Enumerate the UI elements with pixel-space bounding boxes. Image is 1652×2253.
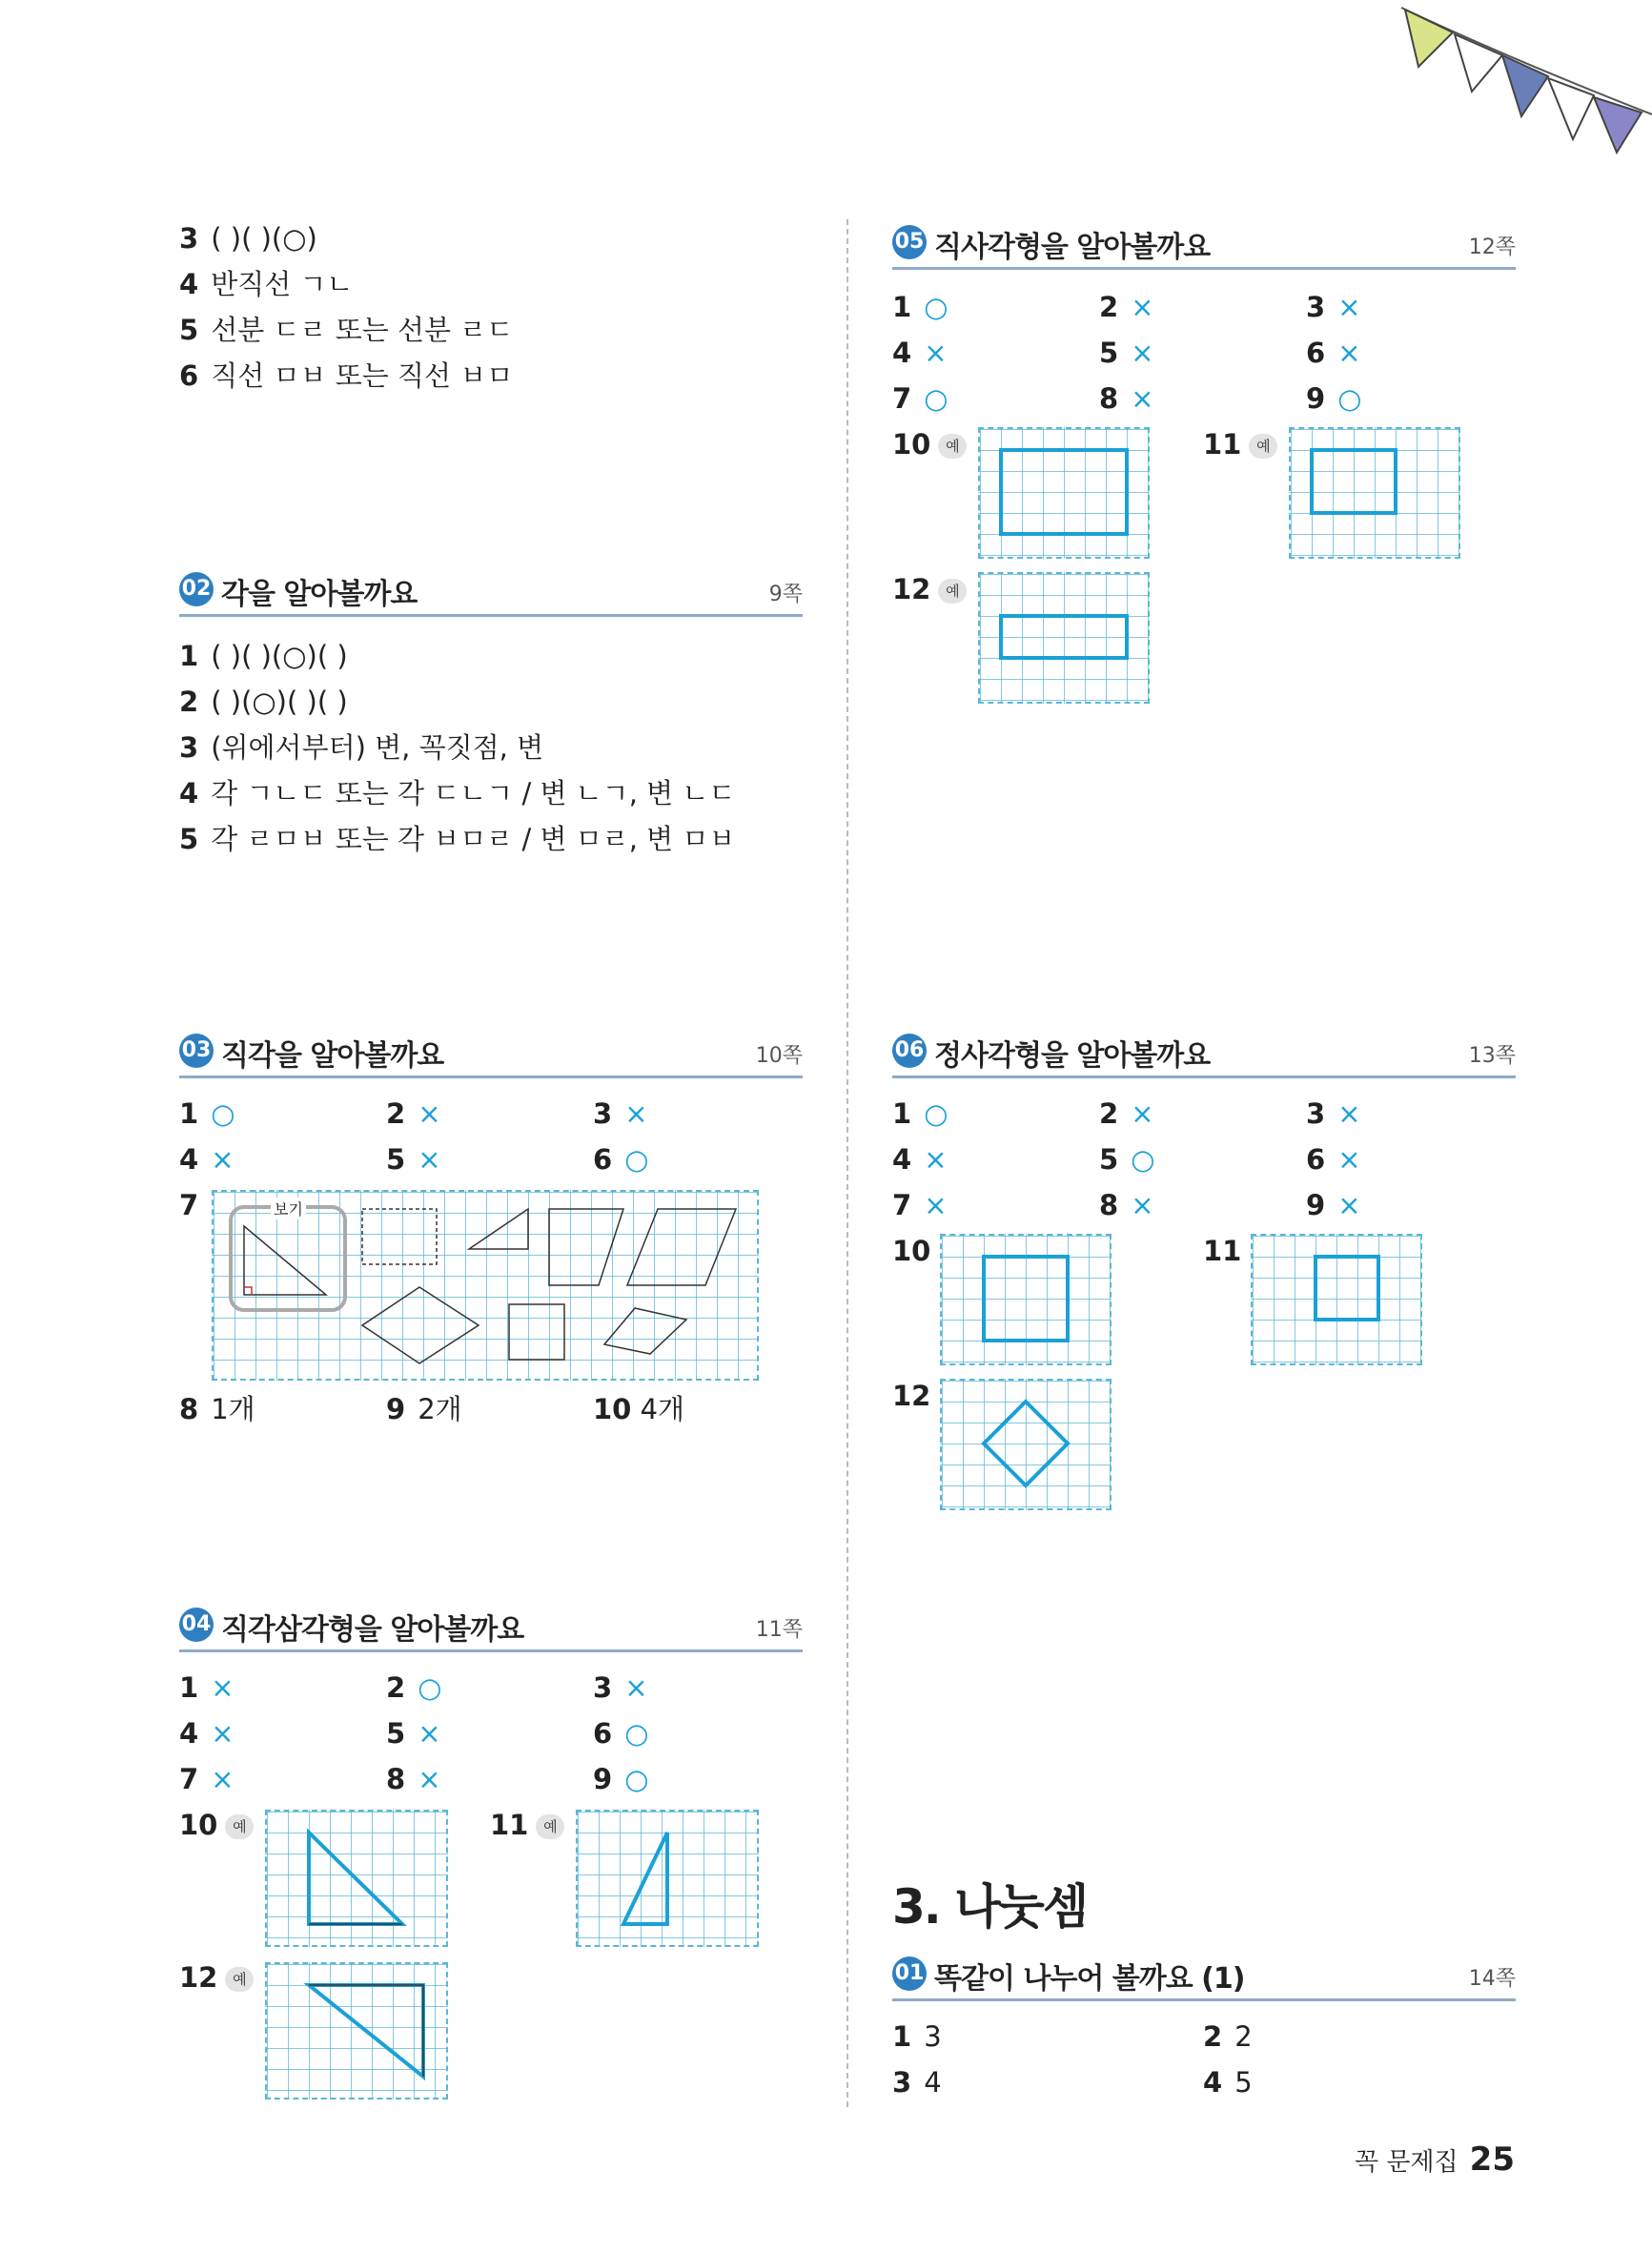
list-item: 5 × bbox=[386, 1143, 441, 1176]
question-number: 7 bbox=[179, 1189, 199, 1221]
list-item: 5 ○ bbox=[1099, 1143, 1155, 1176]
list-item: 4 각 ㄱㄴㄷ 또는 각 ㄷㄴㄱ / 변 ㄴㄱ, 변 ㄴㄷ bbox=[179, 777, 736, 809]
section-header-04 bbox=[179, 1604, 803, 1652]
list-item: 3 × bbox=[593, 1097, 648, 1130]
list-item: 10 4개 bbox=[593, 1393, 685, 1425]
question-number: 10 예 bbox=[892, 427, 967, 461]
section-badge: 02 bbox=[179, 572, 214, 606]
question-number: 12 예 bbox=[892, 572, 967, 606]
list-item: 7 × bbox=[179, 1763, 235, 1795]
list-item: 5 선분 ㄷㄹ 또는 선분 ㄹㄷ bbox=[179, 314, 514, 346]
list-item: 1 ○ bbox=[179, 1097, 235, 1130]
list-item: 3 × bbox=[1306, 1097, 1361, 1130]
question-number: 11 bbox=[1203, 1235, 1242, 1267]
list-item: 4 × bbox=[179, 1143, 235, 1176]
list-item: 7 × bbox=[892, 1189, 948, 1221]
answer-grid-q12 bbox=[265, 1962, 448, 2099]
list-item: 1 ( )( )(○)( ) bbox=[179, 640, 348, 672]
list-item: 9 ○ bbox=[1306, 382, 1362, 415]
section-header-05 bbox=[892, 221, 1516, 270]
list-item: 4 × bbox=[892, 1143, 948, 1176]
flag-purple-icon bbox=[1594, 97, 1642, 153]
answer-grid-q11 bbox=[1251, 1234, 1422, 1365]
rectangle-answer bbox=[1312, 450, 1396, 513]
question-number: 11 예 bbox=[1203, 427, 1277, 461]
square-answer bbox=[984, 1257, 1068, 1341]
answer-grid-q12 bbox=[978, 572, 1150, 704]
rectangle-shape bbox=[362, 1209, 437, 1264]
question-number: 10 예 bbox=[179, 1808, 254, 1842]
section-title: 직사각형을 알아볼까요 bbox=[934, 231, 1211, 264]
footer-label: 꼭 문제집 bbox=[1354, 2148, 1458, 2177]
section-header-06 bbox=[892, 1030, 1516, 1078]
bogi-label: 보기 bbox=[271, 1198, 306, 1219]
question-number: 12 bbox=[892, 1380, 931, 1412]
answer-grid-q11 bbox=[1289, 427, 1460, 559]
list-item: 1 × bbox=[179, 1671, 235, 1704]
list-item: 3 × bbox=[593, 1671, 648, 1704]
list-item: 3 × bbox=[1306, 291, 1361, 323]
question-number: 10 bbox=[892, 1235, 931, 1267]
section-title: 똑같이 나누어 볼까요 (1) bbox=[934, 1962, 1245, 1996]
section-title: 직각을 알아볼까요 bbox=[221, 1039, 444, 1073]
square-shape bbox=[509, 1304, 564, 1360]
right-triangle-answer bbox=[309, 1985, 423, 2077]
question-number: 12 예 bbox=[179, 1960, 254, 1995]
list-item: 4 5 bbox=[1203, 2066, 1253, 2099]
rhombus-shape bbox=[362, 1287, 479, 1363]
rectangle-answer bbox=[1001, 450, 1127, 534]
section-header-02 bbox=[179, 568, 803, 617]
flag-white-icon bbox=[1548, 78, 1594, 139]
answer-grid-q10 bbox=[265, 1810, 448, 1947]
answer-grid-q10 bbox=[940, 1234, 1112, 1365]
answer-grid-q10 bbox=[978, 427, 1150, 559]
question-number: 11 예 bbox=[490, 1808, 564, 1842]
triangle-shape bbox=[469, 1209, 528, 1249]
section-header-03 bbox=[179, 1030, 803, 1078]
section-page-ref: 13쪽 bbox=[1468, 1044, 1516, 1068]
list-item: 2 ( )(○)( )( ) bbox=[179, 686, 348, 718]
list-item: 2 × bbox=[1099, 1097, 1154, 1130]
rectangle-answer bbox=[1001, 616, 1127, 658]
page-number: 25 bbox=[1469, 2140, 1515, 2179]
list-item: 2 ○ bbox=[386, 1671, 442, 1704]
bunting-decoration bbox=[1392, 0, 1652, 162]
list-item: 4 반직선 ㄱㄴ bbox=[179, 268, 354, 300]
list-item: 8 × bbox=[1099, 1189, 1154, 1221]
section-title: 정사각형을 알아볼까요 bbox=[934, 1039, 1211, 1073]
right-triangle-shape bbox=[244, 1226, 326, 1295]
list-item: 4 × bbox=[179, 1717, 235, 1750]
right-triangle-answer bbox=[309, 1833, 402, 1924]
shape-grid-q7 bbox=[212, 1190, 759, 1381]
section-page-ref: 11쪽 bbox=[755, 1618, 803, 1642]
chapter-title: 3. 나눗셈 bbox=[892, 1879, 1088, 1935]
list-item: 7 ○ bbox=[892, 382, 948, 415]
section-title: 직각삼각형을 알아볼까요 bbox=[221, 1613, 524, 1647]
list-item: 6 × bbox=[1306, 1143, 1361, 1176]
list-item: 6 직선 ㅁㅂ 또는 직선 ㅂㅁ bbox=[179, 359, 514, 392]
square-answer bbox=[1315, 1257, 1378, 1320]
list-item: 1 ○ bbox=[892, 291, 948, 323]
section-page-ref: 9쪽 bbox=[768, 583, 803, 606]
answer-grid-q11 bbox=[576, 1810, 759, 1947]
section-header-div01 bbox=[892, 1953, 1516, 2001]
page-footer bbox=[1355, 2140, 1515, 2179]
list-item: 8 × bbox=[1099, 382, 1154, 415]
list-item: 1 3 bbox=[892, 2020, 942, 2053]
section-badge: 01 bbox=[892, 1956, 927, 1991]
flag-blue-icon bbox=[1502, 55, 1548, 116]
right-triangle-answer bbox=[623, 1833, 667, 1924]
list-item: 5 각 ㄹㅁㅂ 또는 각 ㅂㅁㄹ / 변 ㅁㄹ, 변 ㅁㅂ bbox=[179, 823, 736, 855]
section-page-ref: 14쪽 bbox=[1468, 1967, 1516, 1991]
list-item: 8 1개 bbox=[179, 1393, 255, 1425]
list-item: 2 2 bbox=[1203, 2020, 1253, 2053]
list-item: 6 ○ bbox=[593, 1717, 649, 1750]
list-item: 3 (위에서부터) 변, 꼭짓점, 변 bbox=[179, 731, 544, 764]
answer-grid-q12 bbox=[940, 1379, 1112, 1510]
list-item: 2 × bbox=[386, 1097, 441, 1130]
trapezoid-shape bbox=[549, 1209, 623, 1285]
section-title: 각을 알아볼까요 bbox=[221, 578, 418, 611]
list-item: 5 × bbox=[1099, 337, 1154, 369]
list-item: 2 × bbox=[1099, 291, 1154, 323]
section-page-ref: 10쪽 bbox=[755, 1044, 803, 1068]
section-badge: 03 bbox=[179, 1034, 214, 1068]
list-item: 4 × bbox=[892, 337, 948, 369]
list-item: 8 × bbox=[386, 1763, 441, 1795]
flag-green-icon bbox=[1405, 10, 1453, 67]
list-item: 1 ○ bbox=[892, 1097, 948, 1130]
section-badge: 04 bbox=[179, 1608, 214, 1642]
list-item: 3 4 bbox=[892, 2066, 942, 2099]
parallelogram-shape bbox=[627, 1209, 736, 1285]
column-divider bbox=[846, 219, 848, 2107]
list-item: 6 ○ bbox=[593, 1143, 649, 1176]
section-badge: 06 bbox=[892, 1034, 927, 1068]
section-badge: 05 bbox=[892, 225, 927, 259]
square-answer bbox=[984, 1402, 1068, 1485]
quadrilateral-shape bbox=[604, 1308, 686, 1354]
list-item: 6 × bbox=[1306, 337, 1361, 369]
list-item: 9 2개 bbox=[386, 1393, 462, 1425]
list-item: 5 × bbox=[386, 1717, 441, 1750]
list-item: 3 ( )( )(○) bbox=[179, 222, 317, 255]
section-page-ref: 12쪽 bbox=[1468, 236, 1516, 259]
list-item: 9 ○ bbox=[593, 1763, 649, 1795]
list-item: 9 × bbox=[1306, 1189, 1361, 1221]
